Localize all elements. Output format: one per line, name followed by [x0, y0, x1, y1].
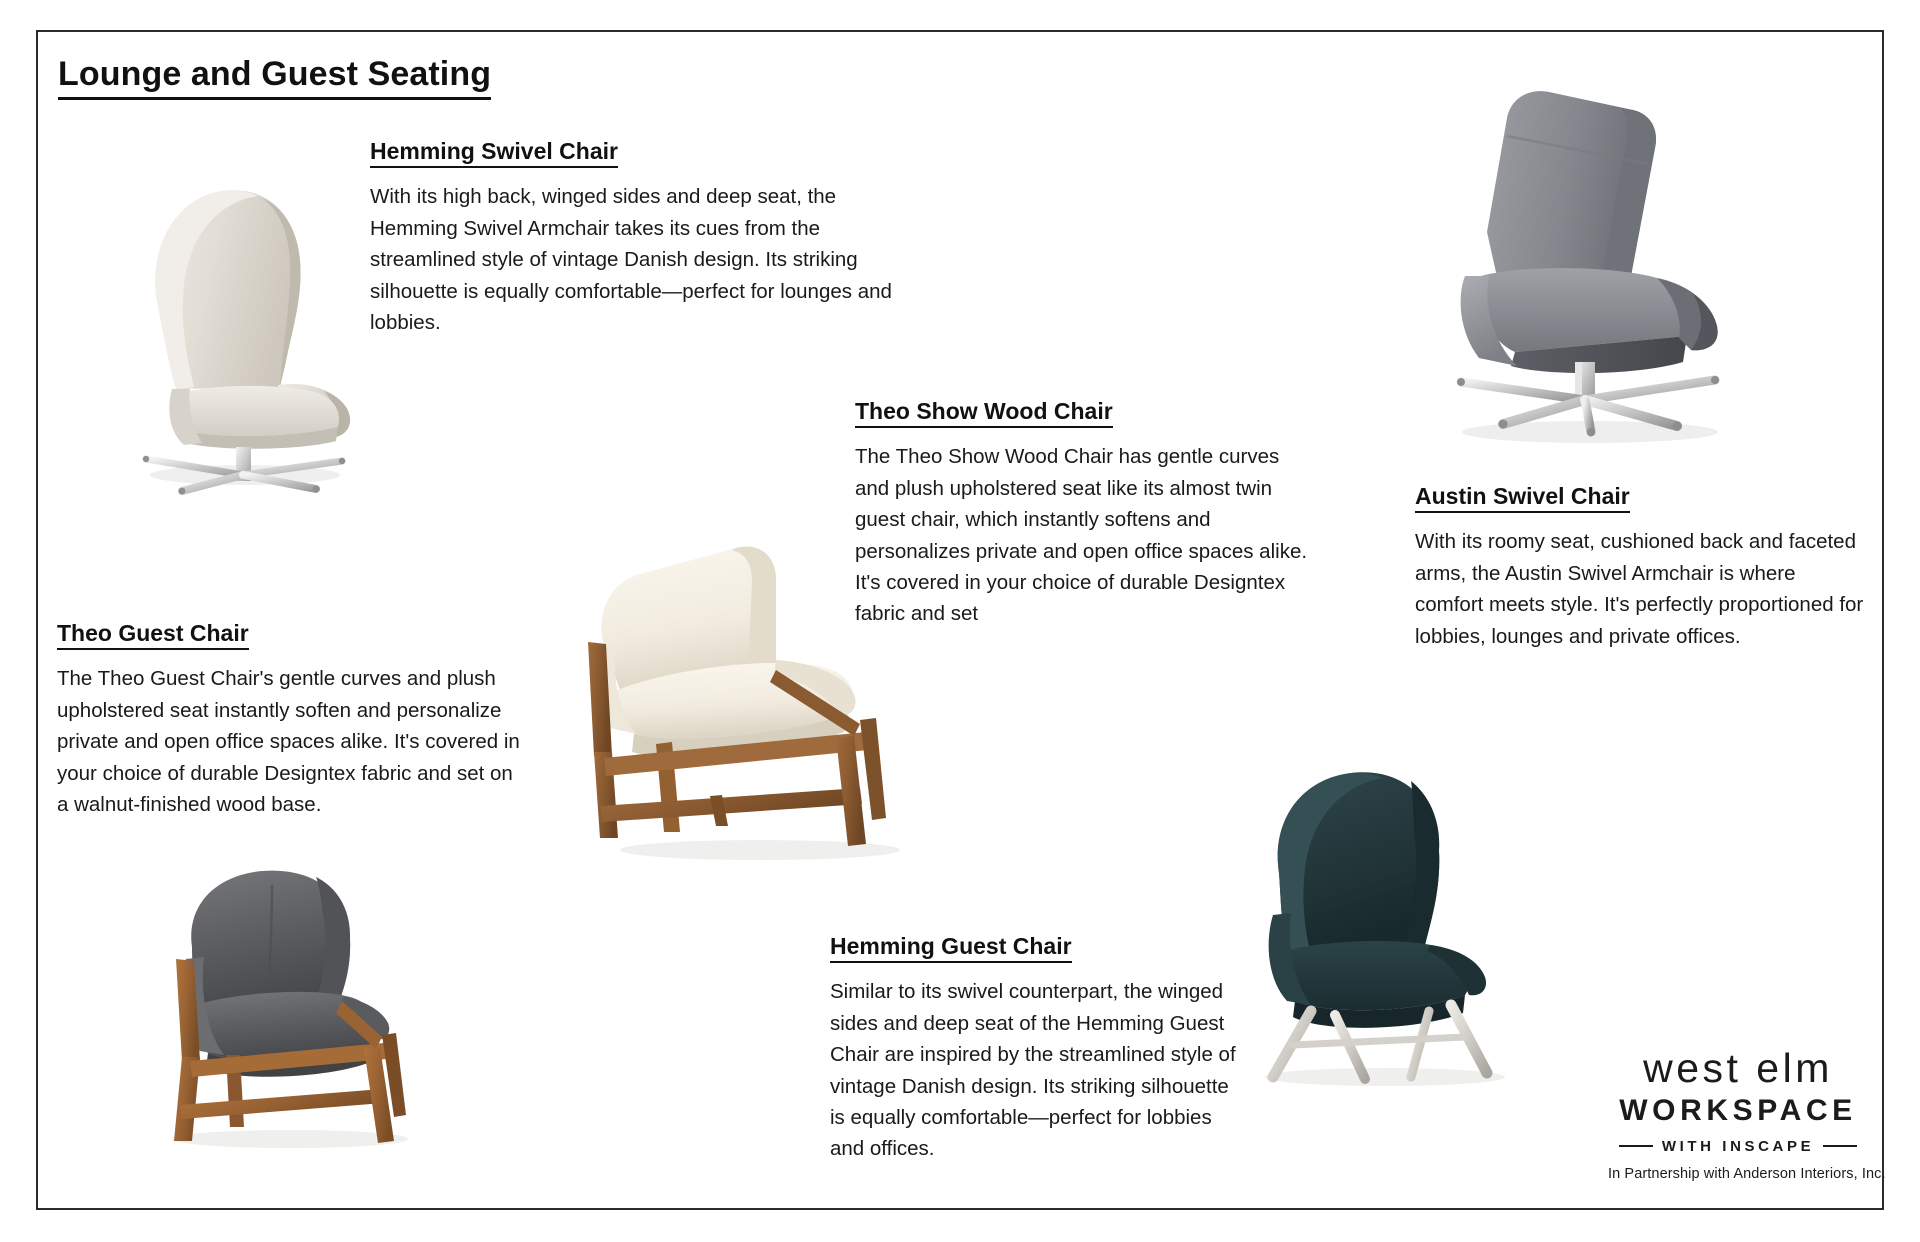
product-title-theo-guest-chair: Theo Guest Chair	[57, 620, 249, 650]
product-title-austin-swivel-chair: Austin Swivel Chair	[1415, 483, 1630, 513]
product-title-hemming-swivel-chair: Hemming Swivel Chair	[370, 138, 618, 168]
logo-rule-right	[1823, 1145, 1857, 1147]
theo-show-wood-chair-photo	[560, 520, 950, 870]
product-description-hemming-guest-chair: Similar to its swivel counterpart, the winged sides and deep seat of the Hemming Guest Chair are inspired by the streamlined style of vintage Danish design. Its striking silhouette is equally comfortable—perfect for lobbies and offices.	[830, 980, 1236, 1161]
page-title: Lounge and Guest Seating	[58, 57, 491, 100]
logo-inscape-row	[1608, 1138, 1868, 1155]
west-elm-workspace-logo	[1608, 1045, 1886, 1182]
logo-partnership-line: In Partnership with Anderson Interiors, Inc.	[1608, 1165, 1886, 1182]
logo-rule-left	[1619, 1145, 1653, 1147]
product-block-austin-swivel-chair	[1415, 483, 1865, 652]
product-block-hemming-swivel-chair	[370, 138, 915, 338]
product-description-theo-guest-chair: The Theo Guest Chair's gentle curves and plush upholstered seat instantly soften and personalize private and open office spaces alike. It's covered in your choice of durable Designtex fabric and set on a walnut-finished wood base.	[57, 667, 520, 816]
logo-with-inscape: WITH INSCAPE	[1661, 1137, 1815, 1155]
theo-guest-chair-photo	[130, 855, 450, 1155]
product-block-theo-guest-chair	[57, 620, 527, 820]
product-description-hemming-swivel-chair: With its high back, winged sides and deep seat, the Hemming Swivel Armchair takes its cues from the streamlined style of vintage Danish design. Its striking silhouette is equally comfortable—perfect for lounges and lobbies.	[370, 185, 892, 334]
product-description-theo-show-wood-chair: The Theo Show Wood Chair has gentle curves and plush upholstered seat like its almost twin guest chair, which instantly softens and personalizes private and open office spaces alike. It's covered in your choice of durable Designtex fabric and set	[855, 445, 1308, 626]
logo-workspace: WORKSPACE	[1619, 1094, 1857, 1127]
hemming-swivel-chair-photo	[110, 175, 375, 495]
austin-swivel-chair-photo	[1395, 80, 1775, 450]
product-description-austin-swivel-chair: With its roomy seat, cushioned back and faceted arms, the Austin Swivel Armchair is where comfort meets style. It's perfectly proportioned for lobbies, lounges and private offices.	[1415, 530, 1864, 648]
product-title-hemming-guest-chair: Hemming Guest Chair	[830, 933, 1072, 963]
logo-wordmark: west elm	[1643, 1045, 1833, 1091]
product-title-theo-show-wood-chair: Theo Show Wood Chair	[855, 398, 1113, 428]
product-block-hemming-guest-chair	[830, 933, 1245, 1165]
hemming-guest-chair-photo	[1215, 765, 1555, 1095]
